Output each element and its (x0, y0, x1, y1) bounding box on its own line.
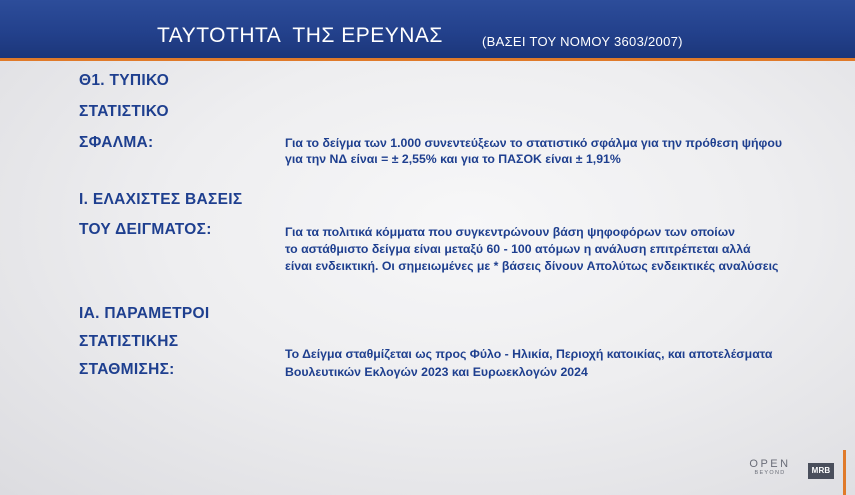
section-weighting-text-line: Το Δείγμα σταθμίζεται ως προς Φύλο - Ηλικία, Περιοχή κατοικίας, και αποτελέσματα (285, 347, 773, 361)
header-bar (0, 0, 855, 61)
section-weighting-label-line: ΣΤΑΤΙΣΤΙΚΗΣ (79, 333, 179, 350)
section-bases-label-line: ΤΟΥ ΔΕΙΓΜΑΤΟΣ: (79, 221, 212, 238)
section-error-label-line: ΣΦΑΛΜΑ: (79, 134, 154, 151)
section-bases-label-line: Ι. ΕΛΑΧΙΣΤΕΣ ΒΑΣΕΙΣ (79, 191, 243, 208)
section-weighting-text-line: Βουλευτικών Εκλογών 2023 και Ευρωεκλογών 2024 (285, 365, 588, 379)
section-error-text-line: Για το δείγμα των 1.000 συνεντεύξεων το στατιστικό σφάλμα για την πρόθεση ψήφου (285, 136, 782, 150)
section-bases-text-line: το αστάθμιστο δείγμα είναι μεταξύ 60 - 100 ατόμων η ανάλυση επιτρέπεται αλλά (285, 242, 751, 256)
section-error-label-line: Θ1. ΤΥΠΙΚΟ (79, 72, 170, 89)
section-weighting-label-line: ΙΑ. ΠΑΡΑΜΕΤΡΟΙ (79, 305, 210, 322)
section-error-text-line: για την ΝΔ είναι = ± 2,55% και για το ΠΑΣΟΚ είναι ± 1,91% (285, 152, 621, 166)
page-subtitle: (ΒΑΣΕΙ ΤΟΥ ΝΟΜΟΥ 3603/2007) (482, 34, 683, 49)
section-bases-text-line: είναι ενδεικτική. Οι σημειωμένες με * βάσεις δίνουν Απολύτως ενδεικτικές αναλύσεις (285, 259, 779, 273)
mrb-logo: MRB (808, 463, 834, 479)
section-error-label-line: ΣΤΑΤΙΣΤΙΚΟ (79, 103, 169, 120)
page-title: ΤΑΥΤΟΤΗΤΑ ΤΗΣ ΕΡΕΥΝΑΣ (157, 24, 443, 47)
accent-divider (843, 450, 846, 495)
open-beyond-logo: OPEN BEYOND (749, 458, 791, 476)
section-bases-text-line: Για τα πολιτικά κόμματα που συγκεντρώνουν βάση ψηφοφόρων των οποίων (285, 225, 735, 239)
section-weighting-label-line: ΣΤΑΘΜΙΣΗΣ: (79, 361, 175, 378)
